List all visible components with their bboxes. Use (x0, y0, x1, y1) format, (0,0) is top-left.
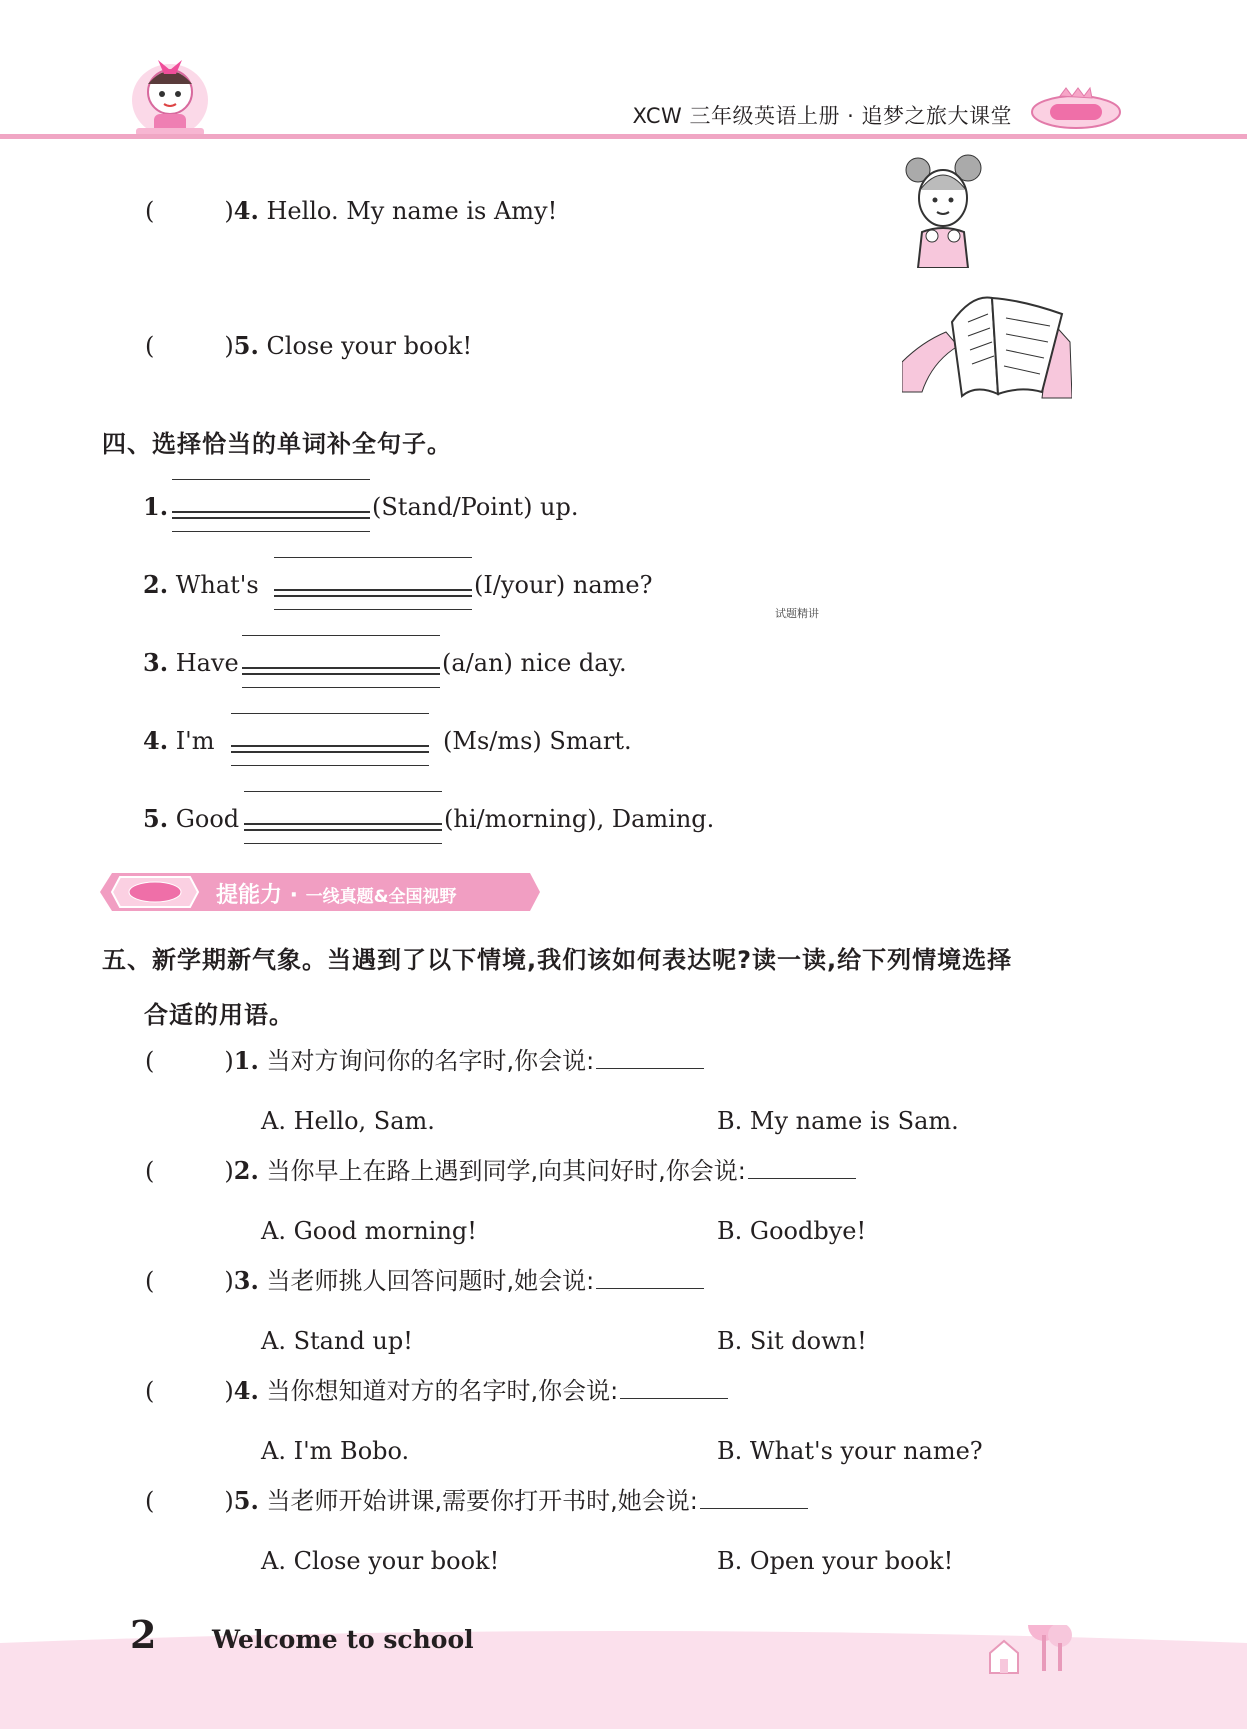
section-title-4: 四、选择恰当的单词补全句子。 (102, 430, 452, 458)
banner-title: 提能力 · 一线真题&全国视野 (216, 883, 457, 908)
answer-paren-close: ) (224, 332, 234, 360)
answer-paren-close: ) (224, 1377, 234, 1405)
choice-question (145, 1046, 704, 1076)
section-title-5: 五、新学期新气象。当遇到了以下情境,我们该如何表达呢?读一读,给下列情境选择 (102, 946, 1013, 974)
question-prompt: 当老师挑人回答问题时,她会说: (258, 1267, 595, 1295)
banner-subtitle: 一线真题&全国视野 (305, 887, 457, 907)
fill-item-hint: (Ms/ms) Smart. (443, 727, 632, 755)
answer-blank[interactable] (748, 1158, 856, 1179)
option-a[interactable]: A. Close your book! (261, 1547, 500, 1575)
writing-lines[interactable] (274, 557, 472, 609)
writing-lines[interactable] (242, 635, 440, 687)
answer-paren-close: ) (224, 1267, 234, 1295)
fill-item-number: 5. Good (143, 804, 240, 833)
answer-paren-open[interactable]: ( (145, 197, 155, 225)
fill-item-hint: (hi/morning), Daming. (444, 805, 715, 833)
question-prompt: 当对方询问你的名字时,你会说: (258, 1047, 595, 1075)
fill-item-hint: (a/an) nice day. (442, 649, 627, 677)
footer-title: Welcome to school (212, 1625, 474, 1654)
answer-blank[interactable] (700, 1488, 808, 1509)
page-number: 2 (130, 1612, 157, 1657)
question-number: 3. (233, 1266, 259, 1295)
question-prompt: 当你想知道对方的名字时,你会说: (258, 1377, 619, 1405)
answer-blank[interactable] (620, 1378, 728, 1399)
question-prompt: 当你早上在路上遇到同学,向其问好时,你会说: (258, 1157, 746, 1185)
question-number: 1. (233, 1046, 259, 1075)
header-title: XCW 三年级英语上册 · 追梦之旅大课堂 (632, 104, 1012, 128)
section-title-5-cont: 合适的用语。 (144, 1001, 294, 1029)
writing-lines[interactable] (172, 479, 370, 531)
fill-item-number: 3. Have (143, 648, 239, 677)
answer-paren-close: ) (224, 1157, 234, 1185)
fill-item-hint: (Stand/Point) up. (372, 493, 579, 521)
stamp-text: 试题精讲 (775, 607, 819, 620)
choice-question (145, 1486, 808, 1516)
question-text: Close your book! (258, 332, 473, 360)
answer-paren-open[interactable]: ( (145, 1267, 155, 1295)
answer-blank[interactable] (596, 1048, 704, 1069)
answer-paren-open[interactable]: ( (145, 332, 155, 360)
amy-girl-illustration (898, 150, 988, 268)
fill-item-number: 4. I'm (143, 726, 215, 755)
answer-paren-open[interactable]: ( (145, 1487, 155, 1515)
option-b[interactable]: B. Open your book! (717, 1547, 954, 1575)
question-item (145, 331, 472, 361)
open-book-illustration (902, 292, 1072, 400)
choice-question (145, 1376, 728, 1406)
answer-paren-close: ) (224, 1047, 234, 1075)
choice-question (145, 1156, 856, 1186)
question-prompt: 当老师开始讲课,需要你打开书时,她会说: (258, 1487, 698, 1515)
option-b[interactable]: B. What's your name? (717, 1437, 983, 1465)
option-a[interactable]: A. Good morning! (261, 1217, 477, 1245)
fill-item-hint: (I/your) name? (474, 571, 653, 599)
answer-blank[interactable] (596, 1268, 704, 1289)
writing-lines[interactable] (231, 713, 429, 765)
option-b[interactable]: B. Goodbye! (717, 1217, 867, 1245)
option-a[interactable]: A. Hello, Sam. (261, 1107, 435, 1135)
question-number: 4. (233, 196, 259, 225)
answer-paren-close: ) (224, 1487, 234, 1515)
answer-paren-open[interactable]: ( (145, 1157, 155, 1185)
answer-paren-close: ) (224, 197, 234, 225)
question-number: 5. (233, 1486, 259, 1515)
header-divider (0, 134, 1247, 139)
answer-paren-open[interactable]: ( (145, 1047, 155, 1075)
question-number: 5. (233, 331, 259, 360)
answer-paren-open[interactable]: ( (145, 1377, 155, 1405)
question-item (145, 196, 557, 226)
question-text: Hello. My name is Amy! (258, 197, 558, 225)
option-b[interactable]: B. Sit down! (717, 1327, 867, 1355)
girl-mascot-icon (128, 50, 212, 138)
fill-item-number: 1. (143, 492, 169, 521)
question-number: 4. (233, 1376, 259, 1405)
option-a[interactable]: A. Stand up! (261, 1327, 413, 1355)
writing-lines[interactable] (244, 791, 442, 843)
option-b[interactable]: B. My name is Sam. (717, 1107, 959, 1135)
fill-item-number: 2. What's (143, 570, 259, 599)
option-a[interactable]: A. I'm Bobo. (261, 1437, 410, 1465)
question-number: 2. (233, 1156, 259, 1185)
choice-question (145, 1266, 704, 1296)
brand-logo-icon (1030, 86, 1122, 130)
footer-band (0, 1625, 1247, 1729)
